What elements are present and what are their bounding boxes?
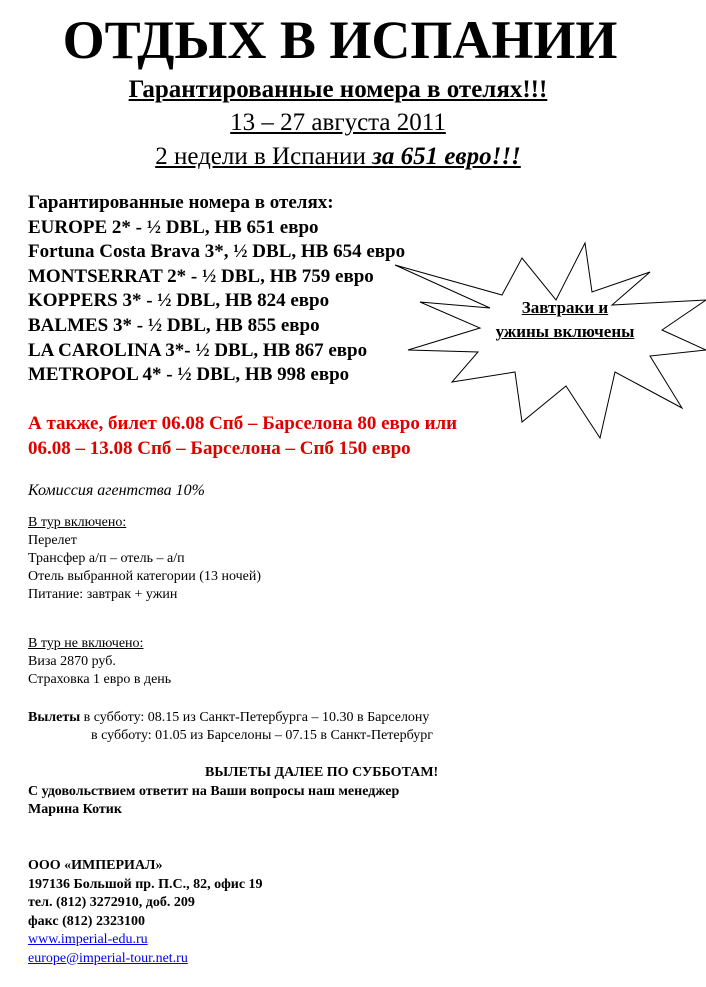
website-link[interactable]: www.imperial-edu.ru — [28, 932, 148, 947]
not-included-section — [28, 635, 171, 689]
price-emphasis: за 651 евро!!! — [372, 143, 521, 170]
callout-text — [455, 296, 675, 344]
page-title: ОТДЫХ В ИСПАНИИ — [62, 10, 618, 70]
not-included-item: Страховка 1 евро в день — [28, 672, 172, 687]
hotel-item: Fortuna Costa Brava 3*, ½ DBL, HB 654 евро — [28, 241, 406, 263]
manager-name: Марина Котик — [28, 802, 122, 817]
included-item: Питание: завтрак + ужин — [28, 587, 178, 602]
flights-label: Вылеты — [28, 710, 81, 725]
not-included-heading: В тур не включено: — [28, 636, 144, 651]
ticket-offer — [28, 411, 457, 461]
included-item: Отель выбранной категории (13 ночей) — [28, 569, 261, 584]
company-address: 197136 Большой пр. П.С., 82, офис 19 — [28, 876, 263, 892]
flights-section — [28, 709, 433, 745]
commission-text: Комиссия агентства 10% — [28, 482, 205, 499]
hotels-heading: Гарантированные номера в отелях: — [28, 192, 334, 213]
hotel-item: EUROPE 2* - ½ DBL, HB 651 евро — [28, 216, 319, 238]
dates-line: 13 – 27 августа 2011 — [230, 109, 446, 136]
included-heading: В тур включено: — [28, 515, 127, 530]
hotel-list — [28, 191, 405, 388]
manager-section — [28, 783, 399, 819]
included-item: Перелет — [28, 533, 77, 548]
flight-return: в субботу: 01.05 из Барселоны – 07.15 в Санкт-Петербург — [91, 728, 433, 743]
hotel-item: BALMES 3* - ½ DBL, HB 855 евро — [28, 314, 320, 336]
hotel-item: METROPOL 4* - ½ DBL, HB 998 евро — [28, 364, 350, 386]
callout-line: Завтраки и — [521, 298, 609, 317]
ticket-offer-line: 06.08 – 13.08 Спб – Барселона – Спб 150 евро — [28, 438, 411, 459]
email-link[interactable]: europe@imperial-tour.net.ru — [28, 950, 188, 966]
manager-line: С удовольствием ответит на Ваши вопросы наш менеджер — [28, 784, 400, 799]
flights-more: ВЫЛЕТЫ ДАЛЕЕ ПО СУББОТАМ! — [205, 765, 439, 780]
included-section — [28, 514, 261, 604]
hotel-item: MONTSERRAT 2* - ½ DBL, HB 759 евро — [28, 265, 374, 287]
price-prefix: 2 недели в Испании — [155, 143, 373, 170]
hotel-item: LA CAROLINA 3*- ½ DBL, HB 867 евро — [28, 339, 368, 361]
subtitle-guaranteed-rooms: Гарантированные номера в отелях!!! — [128, 76, 548, 103]
price-line — [0, 141, 676, 173]
ticket-offer-line: А также, билет 06.08 Спб – Барселона 80 евро или — [28, 413, 458, 434]
included-item: Трансфер а/п – отель – а/п — [28, 551, 185, 566]
company-name: ООО «ИМПЕРИАЛ» — [28, 858, 163, 873]
not-included-item: Виза 2870 руб. — [28, 654, 116, 669]
company-phone: тел. (812) 3272910, доб. 209 — [28, 895, 195, 910]
company-fax: факс (812) 2323100 — [28, 913, 145, 929]
company-contacts — [28, 857, 263, 968]
callout-line: ужины включены — [495, 322, 635, 341]
flight-outbound: в субботу: 08.15 из Санкт-Петербурга – 10.30 в Барселону — [80, 710, 430, 725]
hotel-item: KOPPERS 3* - ½ DBL, HB 824 евро — [28, 290, 330, 312]
